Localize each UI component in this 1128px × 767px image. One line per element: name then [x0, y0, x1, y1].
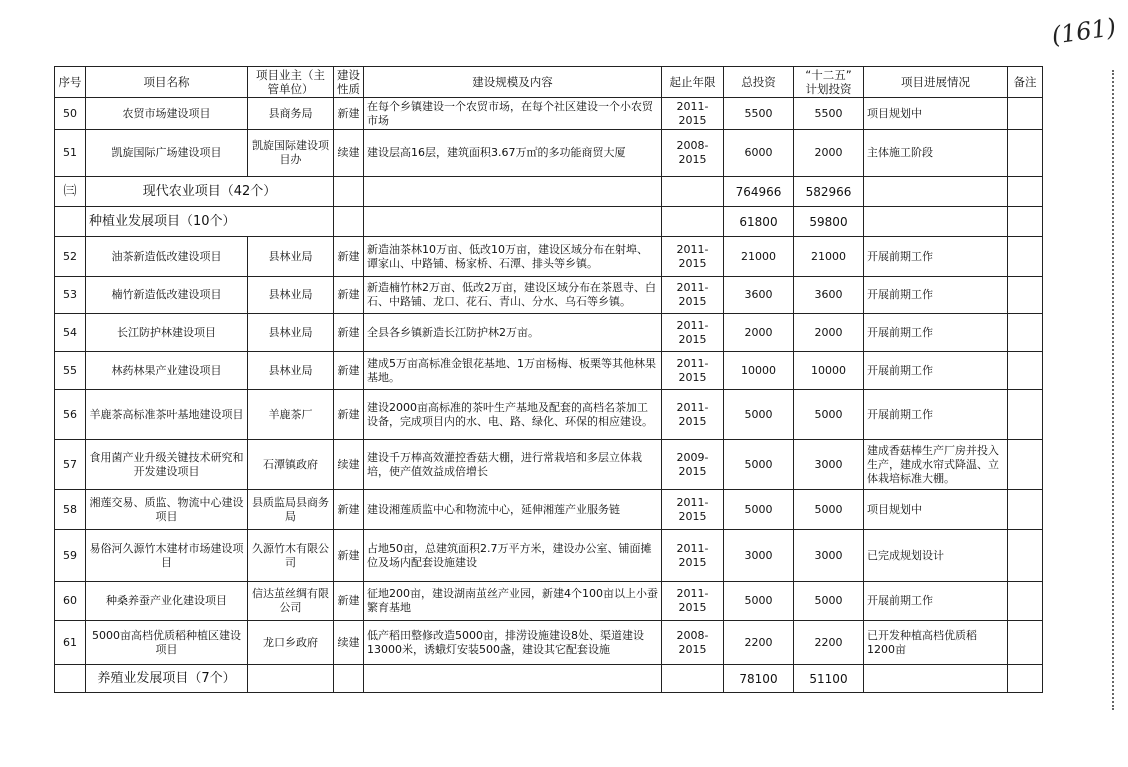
cell-no: 52: [55, 237, 86, 277]
cell-owner: 县林业局: [248, 237, 334, 277]
cell-years: 2011-2015: [662, 352, 724, 390]
cell-no: 50: [55, 98, 86, 130]
cell-name: 种桑养蚕产业化建设项目: [86, 582, 248, 621]
category-plan: 582966: [794, 177, 864, 207]
cell-scale: 新造油茶林10万亩、低改10万亩，建设区域分布在射埠、谭家山、中路铺、杨家桥、石潭、排头等乡镇。: [364, 237, 662, 277]
page-number-value: 161: [1059, 14, 1109, 49]
cell-progress: 开展前期工作: [864, 314, 1008, 352]
cell-owner: 县林业局: [248, 352, 334, 390]
table-row: [55, 621, 1043, 665]
cell-total: 6000: [724, 130, 794, 177]
subcategory-total: 78100: [724, 665, 794, 693]
cell-name: 农贸市场建设项目: [86, 98, 248, 130]
cell-scale: 全县各乡镇新造长江防护林2万亩。: [364, 314, 662, 352]
table-row: [55, 440, 1043, 490]
cell-empty: [864, 177, 1008, 207]
cell-years: 2011-2015: [662, 277, 724, 314]
header-name: 项目名称: [86, 67, 248, 98]
subcategory-total: 61800: [724, 207, 794, 237]
cell-total: 5000: [724, 582, 794, 621]
header-plan: [794, 67, 864, 98]
header-progress: 项目进展情况: [864, 67, 1008, 98]
subcategory-name: 种植业发展项目（10个）: [86, 207, 334, 237]
cell-empty: [334, 665, 364, 693]
cell-scale: 占地50亩，总建筑面积2.7万平方米，建设办公室、铺面摊位及场内配套设施建设: [364, 530, 662, 582]
header-owner: 项目业主（主管单位）: [248, 67, 334, 98]
subcategory-name: 养殖业发展项目（7个）: [86, 665, 248, 693]
cell-nature: 新建: [334, 530, 364, 582]
cell-progress: 已完成规划设计: [864, 530, 1008, 582]
table-row: [55, 530, 1043, 582]
cell-owner: 信达茧丝绸有限公司: [248, 582, 334, 621]
cell-empty: [55, 207, 86, 237]
category-row: [55, 177, 1043, 207]
cell-scale: 建设千万棒高效灌控香菇大棚，进行常栽培和多层立体栽培，使产值效益成倍增长: [364, 440, 662, 490]
cell-total: 3000: [724, 530, 794, 582]
cell-progress: 开展前期工作: [864, 277, 1008, 314]
cell-years: 2011-2015: [662, 237, 724, 277]
cell-no: 59: [55, 530, 86, 582]
cell-plan: 5000: [794, 582, 864, 621]
cell-no: 54: [55, 314, 86, 352]
page-number: (161): [1049, 13, 1118, 50]
table-row: [55, 582, 1043, 621]
cell-note: [1008, 621, 1043, 665]
cell-empty: [334, 207, 364, 237]
cell-plan: 3000: [794, 440, 864, 490]
cell-scale: 在每个乡镇建设一个农贸市场，在每个社区建设一个小农贸市场: [364, 98, 662, 130]
cell-nature: 续建: [334, 621, 364, 665]
cell-no: 58: [55, 490, 86, 530]
cell-empty: [334, 177, 364, 207]
project-table: [54, 66, 1043, 693]
header-scale: 建设规模及内容: [364, 67, 662, 98]
cell-progress: 开展前期工作: [864, 352, 1008, 390]
cell-nature: 新建: [334, 490, 364, 530]
cell-owner: 羊鹿茶厂: [248, 390, 334, 440]
table-row: [55, 314, 1043, 352]
cell-owner: 凯旋国际建设项目办: [248, 130, 334, 177]
cell-total: 2000: [724, 314, 794, 352]
cell-note: [1008, 440, 1043, 490]
cell-note: [1008, 314, 1043, 352]
cell-years: 2011-2015: [662, 490, 724, 530]
cell-plan: 3600: [794, 277, 864, 314]
cell-plan: 2000: [794, 314, 864, 352]
cell-plan: 5000: [794, 390, 864, 440]
cell-name: 羊鹿茶高标准茶叶基地建设项目: [86, 390, 248, 440]
cell-name: 5000亩高档优质稻种植区建设项目: [86, 621, 248, 665]
cell-plan: 5000: [794, 490, 864, 530]
cell-total: 10000: [724, 352, 794, 390]
cell-nature: 新建: [334, 314, 364, 352]
cell-empty: [364, 177, 662, 207]
header-total: 总投资: [724, 67, 794, 98]
cell-nature: 续建: [334, 440, 364, 490]
cell-owner: 县商务局: [248, 98, 334, 130]
cell-scale: 建设2000亩高标准的茶叶生产基地及配套的高档名茶加工设备，完成项目内的水、电、路、绿化、环保的相应建设。: [364, 390, 662, 440]
cell-nature: 新建: [334, 352, 364, 390]
cell-progress: 项目规划中: [864, 98, 1008, 130]
cell-total: 2200: [724, 621, 794, 665]
cell-note: [1008, 352, 1043, 390]
table-row: [55, 352, 1043, 390]
cell-name: 楠竹新造低改建设项目: [86, 277, 248, 314]
cell-owner: 县林业局: [248, 277, 334, 314]
header-nature: 建设性质: [334, 67, 364, 98]
cell-no: 56: [55, 390, 86, 440]
cell-note: [1008, 98, 1043, 130]
cell-scale: 建设湘莲质监中心和物流中心，延伸湘莲产业服务链: [364, 490, 662, 530]
cell-empty: [248, 665, 334, 693]
table-row: [55, 277, 1043, 314]
cell-owner: 县林业局: [248, 314, 334, 352]
cell-nature: 新建: [334, 98, 364, 130]
cell-scale: 新造楠竹林2万亩、低改2万亩，建设区域分布在茶恩寺、白石、中路铺、龙口、花石、青山、分水、乌石等乡镇。: [364, 277, 662, 314]
cell-owner: 县质监局县商务局: [248, 490, 334, 530]
table-row: [55, 490, 1043, 530]
subcategory-row: [55, 665, 1043, 693]
cell-progress: 开展前期工作: [864, 390, 1008, 440]
category-name: 现代农业项目（42个）: [86, 177, 334, 207]
cell-note: [1008, 530, 1043, 582]
cell-nature: 新建: [334, 237, 364, 277]
cell-name: 油茶新造低改建设项目: [86, 237, 248, 277]
category-total: 764966: [724, 177, 794, 207]
header-no: 序号: [55, 67, 86, 98]
cell-plan: 5500: [794, 98, 864, 130]
cell-empty: [662, 207, 724, 237]
cell-name: 长江防护林建设项目: [86, 314, 248, 352]
cell-plan: 10000: [794, 352, 864, 390]
header-plan-label: 计划投资: [805, 82, 852, 96]
cell-note: [1008, 277, 1043, 314]
cell-years: 2008-2015: [662, 621, 724, 665]
scan-edge-marks: [1112, 70, 1116, 710]
category-no: ㈢: [55, 177, 86, 207]
cell-total: 5000: [724, 440, 794, 490]
cell-nature: 续建: [334, 130, 364, 177]
cell-empty: [1008, 207, 1043, 237]
cell-years: 2009-2015: [662, 440, 724, 490]
subcategory-row: [55, 207, 1043, 237]
cell-name: 湘莲交易、质监、物流中心建设项目: [86, 490, 248, 530]
cell-progress: 已开发种植高档优质稻1200亩: [864, 621, 1008, 665]
cell-no: 57: [55, 440, 86, 490]
cell-note: [1008, 582, 1043, 621]
cell-empty: [1008, 665, 1043, 693]
cell-empty: [1008, 177, 1043, 207]
cell-note: [1008, 130, 1043, 177]
cell-note: [1008, 390, 1043, 440]
cell-no: 60: [55, 582, 86, 621]
cell-empty: [364, 207, 662, 237]
subcategory-plan: 51100: [794, 665, 864, 693]
cell-scale: 建设层高16层，建筑面积3.67万㎡的多功能商贸大厦: [364, 130, 662, 177]
cell-no: 53: [55, 277, 86, 314]
cell-name: 食用菌产业升级关键技术研究和开发建设项目: [86, 440, 248, 490]
cell-note: [1008, 490, 1043, 530]
cell-progress: 项目规划中: [864, 490, 1008, 530]
table-row: [55, 130, 1043, 177]
table-header-row: [55, 67, 1043, 98]
header-note: 备注: [1008, 67, 1043, 98]
cell-nature: 新建: [334, 582, 364, 621]
cell-plan: 3000: [794, 530, 864, 582]
cell-empty: [55, 665, 86, 693]
cell-empty: [364, 665, 662, 693]
cell-no: 55: [55, 352, 86, 390]
cell-owner: 久源竹木有限公司: [248, 530, 334, 582]
cell-plan: 2200: [794, 621, 864, 665]
cell-years: 2011-2015: [662, 314, 724, 352]
table-row: [55, 390, 1043, 440]
cell-total: 5500: [724, 98, 794, 130]
cell-empty: [864, 207, 1008, 237]
cell-note: [1008, 237, 1043, 277]
cell-years: 2011-2015: [662, 390, 724, 440]
cell-scale: 低产稻田整修改造5000亩，排涝设施建设8处、渠道建设13000米，诱蛾灯安装500盏，建设其它配套设施: [364, 621, 662, 665]
cell-owner: 石潭镇政府: [248, 440, 334, 490]
cell-empty: [864, 665, 1008, 693]
cell-progress: 主体施工阶段: [864, 130, 1008, 177]
cell-nature: 新建: [334, 277, 364, 314]
cell-total: 21000: [724, 237, 794, 277]
cell-no: 61: [55, 621, 86, 665]
cell-plan: 2000: [794, 130, 864, 177]
cell-nature: 新建: [334, 390, 364, 440]
cell-scale: 征地200亩，建设湖南茧丝产业园，新建4个100亩以上小蚕繁育基地: [364, 582, 662, 621]
cell-years: 2008-2015: [662, 130, 724, 177]
cell-empty: [662, 665, 724, 693]
cell-years: 2011-2015: [662, 98, 724, 130]
cell-total: 5000: [724, 490, 794, 530]
cell-plan: 21000: [794, 237, 864, 277]
table-row: [55, 98, 1043, 130]
cell-name: 凯旋国际广场建设项目: [86, 130, 248, 177]
cell-progress: 建成香菇棒生产厂房并投入生产，建成水帘式降温、立体栽培标准大棚。: [864, 440, 1008, 490]
cell-total: 5000: [724, 390, 794, 440]
cell-years: 2011-2015: [662, 530, 724, 582]
cell-progress: 开展前期工作: [864, 237, 1008, 277]
cell-scale: 建成5万亩高标准金银花基地、1万亩杨梅、板栗等其他林果基地。: [364, 352, 662, 390]
table-row: [55, 237, 1043, 277]
cell-name: 易俗河久源竹木建材市场建设项目: [86, 530, 248, 582]
cell-progress: 开展前期工作: [864, 582, 1008, 621]
cell-name: 林药林果产业建设项目: [86, 352, 248, 390]
cell-owner: 龙口乡政府: [248, 621, 334, 665]
header-years: 起止年限: [662, 67, 724, 98]
cell-total: 3600: [724, 277, 794, 314]
subcategory-plan: 59800: [794, 207, 864, 237]
header-plan-quote: “十二五”: [805, 68, 852, 82]
cell-years: 2011-2015: [662, 582, 724, 621]
cell-empty: [662, 177, 724, 207]
cell-no: 51: [55, 130, 86, 177]
